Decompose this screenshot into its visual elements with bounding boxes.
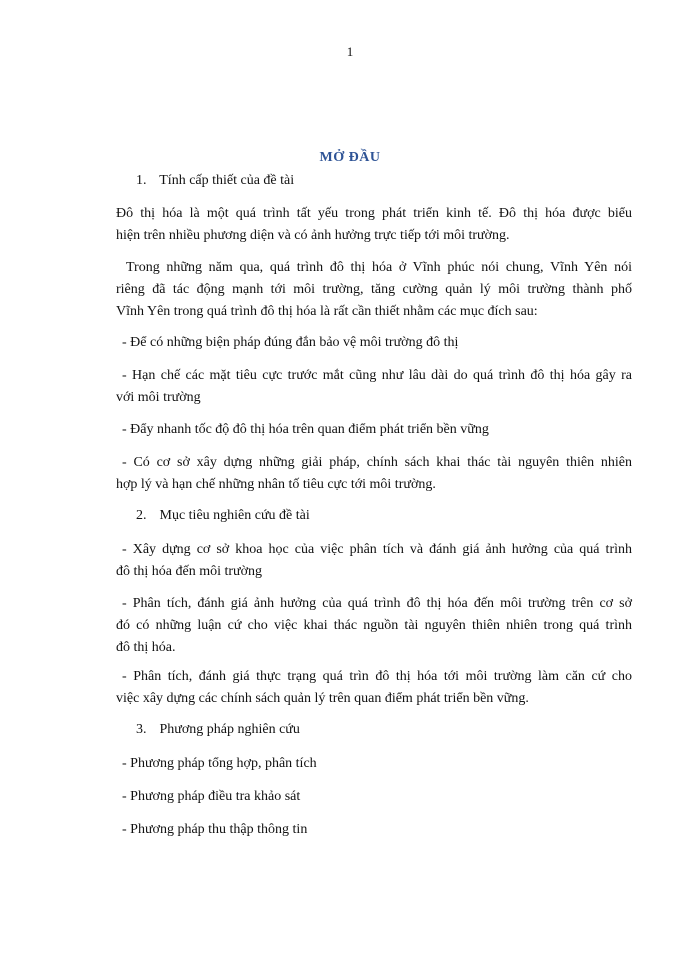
text-line: việc xây dựng các chính sách quản lý trên quan điểm phát triển bền vững. xyxy=(116,691,529,706)
bullet-item xyxy=(122,819,638,841)
section-3-heading xyxy=(136,721,300,739)
page-number: 1 xyxy=(346,44,354,59)
text-line: riêng đã tác động mạnh tới môi trường, tăng cường quản lý môi trường thành phố xyxy=(116,282,632,297)
bullet-item xyxy=(122,786,638,808)
text-line: - Đẩy nhanh tốc độ đô thị hóa trên quan điểm phát triển bền vững xyxy=(122,422,489,437)
text-line: - Phương pháp thu thập thông tin xyxy=(122,822,308,837)
text-line: - Hạn chế các mặt tiêu cực trước mắt cũng như lâu dài do quá trình đô thị hóa gây ra xyxy=(122,368,632,383)
text-line: đô thị hóa. xyxy=(116,640,176,655)
bullet-item xyxy=(122,419,638,441)
text-line: - Để có những biện pháp đúng đắn bảo vệ môi trường đô thị xyxy=(122,335,459,350)
text-line: Đô thị hóa là một quá trình tất yếu trong phát triển kinh tế. Đô thị hóa được biểu xyxy=(116,206,632,221)
text-line: - Phương pháp tổng hợp, phân tích xyxy=(122,756,317,771)
text-line: đô thị hóa đến môi trường xyxy=(116,564,263,579)
text-line: - Phân tích, đánh giá ảnh hưởng của quá trình đô thị hóa đến môi trường trên cơ sở xyxy=(122,596,632,611)
text-line: hợp lý và hạn chế những nhân tố tiêu cực tới môi trường. xyxy=(116,477,436,492)
bullet-item xyxy=(116,452,632,496)
document-heading: MỞ ĐẦU xyxy=(319,150,381,165)
section-title: Tính cấp thiết của đề tài xyxy=(159,173,295,188)
section-1-heading xyxy=(136,172,294,190)
text-line: Vĩnh Yên trong quá trình đô thị hóa là rất cần thiết nhằm các mục đích sau: xyxy=(116,304,538,319)
text-line: Trong những năm qua, quá trình đô thị hóa ở Vĩnh phúc nói chung, Vĩnh Yên nói xyxy=(126,260,632,275)
text-line: hiện trên nhiều phương diện và có ảnh hưởng trực tiếp tới môi trường. xyxy=(116,228,510,243)
text-line: với môi trường xyxy=(116,390,201,405)
paragraph xyxy=(116,257,632,323)
bullet-item xyxy=(116,593,632,659)
bullet-item xyxy=(122,332,638,354)
bullet-item xyxy=(116,365,632,409)
section-title: Mục tiêu nghiên cứu đề tài xyxy=(159,508,310,523)
bullet-item xyxy=(122,753,638,775)
section-number: 3. xyxy=(136,722,147,737)
paragraph xyxy=(116,203,632,247)
text-line: - Phương pháp điều tra khảo sát xyxy=(122,789,301,804)
bullet-item xyxy=(116,539,632,583)
section-number: 1. xyxy=(136,173,147,188)
section-number: 2. xyxy=(136,508,147,523)
text-line: - Xây dựng cơ sở khoa học của việc phân tích và đánh giá ảnh hưởng của quá trình xyxy=(122,542,632,557)
section-2-heading xyxy=(136,507,310,525)
section-title: Phương pháp nghiên cứu xyxy=(159,722,300,737)
bullet-item xyxy=(116,666,632,710)
text-line: - Có cơ sở xây dựng những giải pháp, chính sách khai thác tài nguyên thiên nhiên xyxy=(122,455,632,470)
text-line: - Phân tích, đánh giá thực trạng quá trìn đô thị hóa tới môi trường làm căn cứ cho xyxy=(122,669,632,684)
text-line: đó có những luận cứ cho việc khai thác nguồn tài nguyên thiên nhiên trong quá trình xyxy=(116,618,632,633)
